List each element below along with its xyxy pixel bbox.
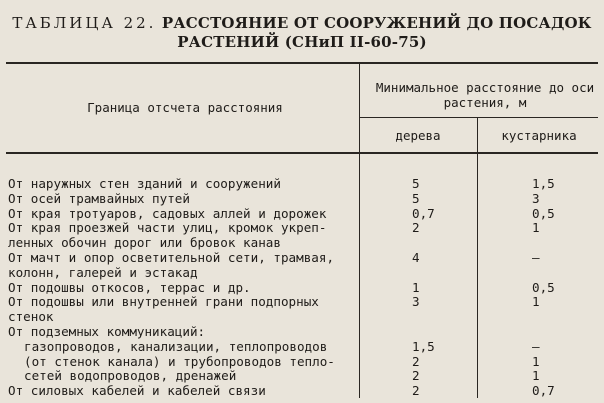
header-boundary: Граница отсчета расстояния xyxy=(87,100,283,115)
row-trees-value: 5 xyxy=(412,190,420,206)
header-min-distance: Минимальное расстояние до оси растения, м xyxy=(375,80,595,110)
row-trees-value: 2 xyxy=(412,353,420,369)
row-label: От силовых кабелей и кабелей связи xyxy=(8,383,266,399)
table-body xyxy=(8,177,598,399)
row-label: От подземных коммуникаций: xyxy=(8,323,206,339)
row-label: (от стенок канала) и трубопроводов тепло- xyxy=(24,353,335,369)
table-number: ТАБЛИЦА 22. xyxy=(12,14,157,32)
title-line-1: РАССТОЯНИЕ ОТ СООРУЖЕНИЙ ДО ПОСАДОК xyxy=(161,14,592,32)
row-shrubs-value: 1,5 xyxy=(532,176,555,191)
row-trees-value: 5 xyxy=(412,176,420,191)
table-row xyxy=(8,221,598,251)
row-label: От осей трамвайных путей xyxy=(8,190,190,206)
header-shrubs: кустарника xyxy=(501,128,577,143)
row-shrubs-value: 3 xyxy=(532,190,540,206)
table-row xyxy=(8,355,598,370)
table-row xyxy=(8,369,598,384)
row-label: От наружных стен зданий и сооружений xyxy=(8,176,281,191)
table-row xyxy=(8,251,598,281)
row-trees-value: 2 xyxy=(412,383,420,399)
row-shrubs-value: 1 xyxy=(532,368,540,384)
table-row xyxy=(8,177,598,192)
row-label: От края проезжей части улиц, кромок укреп- ленных обочин дорог или бровок канав xyxy=(8,220,327,251)
row-trees-value: 3 xyxy=(412,294,420,310)
row-trees-value: 0,7 xyxy=(412,205,435,221)
row-label: От мачт и опор осветительной сети, трамвая, колонн, галерей и эстакад xyxy=(8,249,335,280)
table-title xyxy=(0,14,604,52)
row-shrubs-value: 0,5 xyxy=(532,205,555,221)
title-line-2: РАСТЕНИЙ (СНиП II-60-75) xyxy=(177,33,427,51)
row-trees-value: 4 xyxy=(412,249,420,265)
top-rule xyxy=(6,62,598,64)
row-trees-value: 2 xyxy=(412,220,420,236)
table-row xyxy=(8,384,598,399)
header-bottom-rule xyxy=(6,152,598,154)
table-row xyxy=(8,325,598,340)
row-trees-value: 1,5 xyxy=(412,338,435,354)
table-row xyxy=(8,207,598,222)
row-label: сетей водопроводов, дренажей xyxy=(24,368,237,384)
subheader-rule xyxy=(359,117,598,118)
header-trees: дерева xyxy=(395,128,441,143)
table-row xyxy=(8,295,598,325)
table-row xyxy=(8,281,598,296)
row-label: От края тротуаров, садовых аллей и дорожек xyxy=(8,205,327,221)
row-shrubs-value: 0,5 xyxy=(532,279,555,295)
row-shrubs-value: — xyxy=(532,249,540,265)
table-row xyxy=(8,340,598,355)
row-trees-value: 2 xyxy=(412,368,420,384)
row-label: От подошвы откосов, террас и др. xyxy=(8,279,251,295)
row-shrubs-value: 0,7 xyxy=(532,383,555,399)
row-label: От подошвы или внутренней грани подпорных стенок xyxy=(8,294,319,325)
row-shrubs-value: 1 xyxy=(532,353,540,369)
table-row xyxy=(8,192,598,207)
row-shrubs-value: — xyxy=(532,338,540,354)
row-trees-value: 1 xyxy=(412,279,420,295)
row-shrubs-value: 1 xyxy=(532,294,540,310)
row-label: газопроводов, канализации, теплопроводов xyxy=(24,338,328,354)
row-shrubs-value: 1 xyxy=(532,220,540,236)
